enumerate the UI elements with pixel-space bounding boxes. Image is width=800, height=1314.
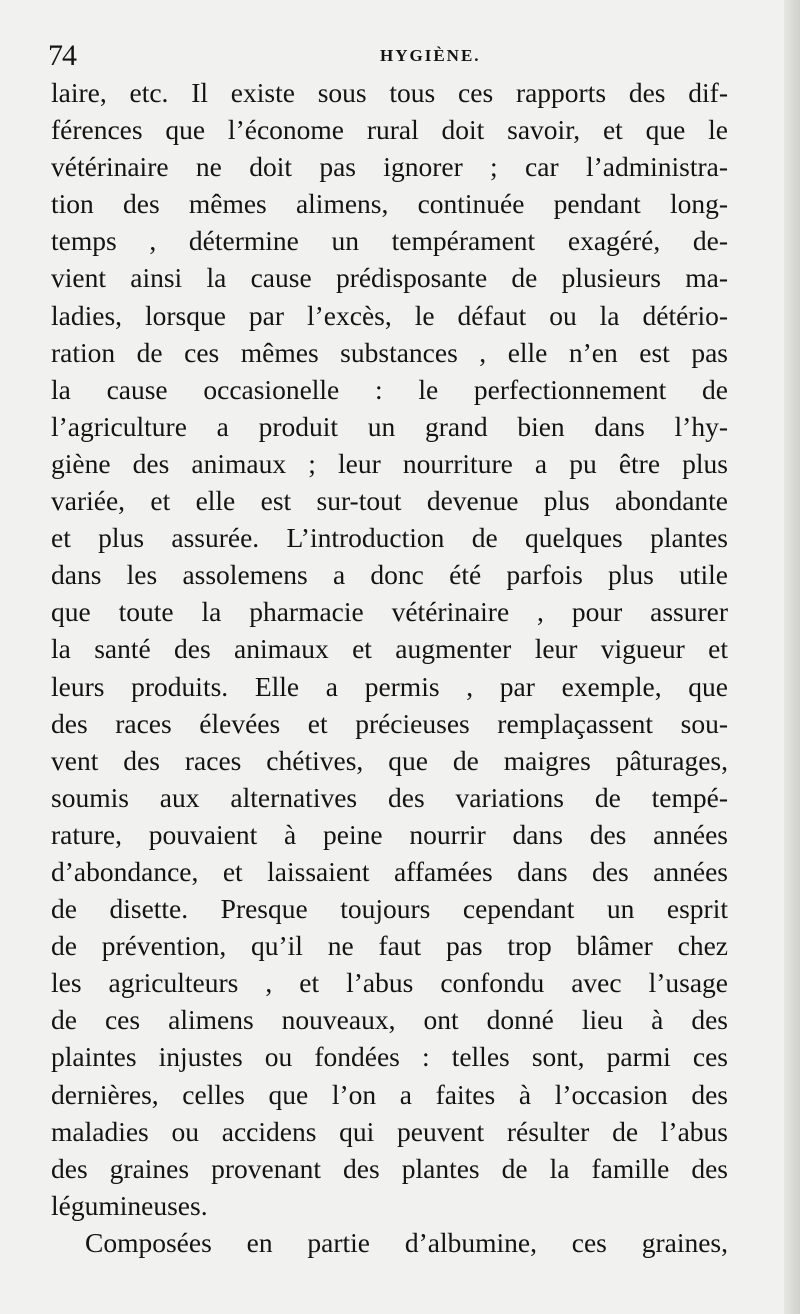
text-line: de disette. Presque toujours cependant un esprit [51, 893, 728, 925]
text-line: temps , détermine un tempérament exagéré, de- [51, 225, 728, 257]
text-line: leurs produits. Elle a permis , par exemple, que [51, 670, 728, 702]
running-head: HYGIÈNE. [380, 46, 481, 65]
text-line: la santé des animaux et augmenter leur vigueur et [51, 633, 728, 665]
page-header [48, 38, 738, 74]
text-line: soumis aux alternatives des variations de tempé- [51, 781, 728, 813]
text-line: que toute la pharmacie vétérinaire , pour assurer [51, 596, 728, 628]
text-line: et plus assurée. L’introduction de quelques plantes [51, 522, 728, 554]
text-line: ladies, lorsque par l’excès, le défaut ou la détério- [51, 299, 728, 331]
text-line: vétérinaire ne doit pas ignorer ; car l’administra- [51, 151, 728, 183]
page-number: 74 [48, 39, 76, 72]
paragraph-end-line: légumineuses. [51, 1189, 208, 1221]
text-line: férences que l’économe rural doit savoir, et que le [51, 114, 728, 146]
text-line: vient ainsi la cause prédisposante de plusieurs ma- [51, 262, 728, 294]
body-text [51, 74, 728, 1261]
text-line: giène des animaux ; leur nourriture a pu être plus [51, 447, 728, 479]
text-line: maladies ou accidens qui peuvent résulter de l’abus [51, 1115, 728, 1147]
text-line: dernières, celles que l’on a faites à l’occasion des [51, 1078, 728, 1110]
text-line: ration de ces mêmes substances , elle n’en est pas [51, 336, 728, 368]
text-line: de prévention, qu’il ne faut pas trop blâmer chez [51, 930, 728, 962]
text-line: de ces alimens nouveaux, ont donné lieu à des [51, 1004, 728, 1036]
text-line: les agriculteurs , et l’abus confondu avec l’usage [51, 967, 728, 999]
text-line: vent des races chétives, que de maigres pâturages, [51, 744, 728, 776]
text-line: d’abondance, et laissaient affamées dans des années [51, 855, 728, 887]
text-line: rature, pouvaient à peine nourrir dans des années [51, 818, 728, 850]
text-line: dans les assolemens a donc été parfois plus utile [51, 559, 728, 591]
text-line: la cause occasionelle : le perfectionnement de [51, 373, 728, 405]
text-line: des races élevées et précieuses remplaçassent sou- [51, 707, 728, 739]
text-line: variée, et elle est sur-tout devenue plus abondante [51, 485, 728, 517]
text-line: l’agriculture a produit un grand bien dans l’hy- [51, 410, 728, 442]
paragraph-start-line: Composées en partie d’albumine, ces graines, [85, 1226, 728, 1258]
text-line: tion des mêmes alimens, continuée pendant long- [51, 188, 728, 220]
page-gutter-shadow [784, 0, 800, 1314]
text-line: des graines provenant des plantes de la famille des [51, 1152, 728, 1184]
text-line: plaintes injustes ou fondées : telles sont, parmi ces [51, 1041, 728, 1073]
text-line: laire, etc. Il existe sous tous ces rapports des dif- [51, 77, 728, 108]
